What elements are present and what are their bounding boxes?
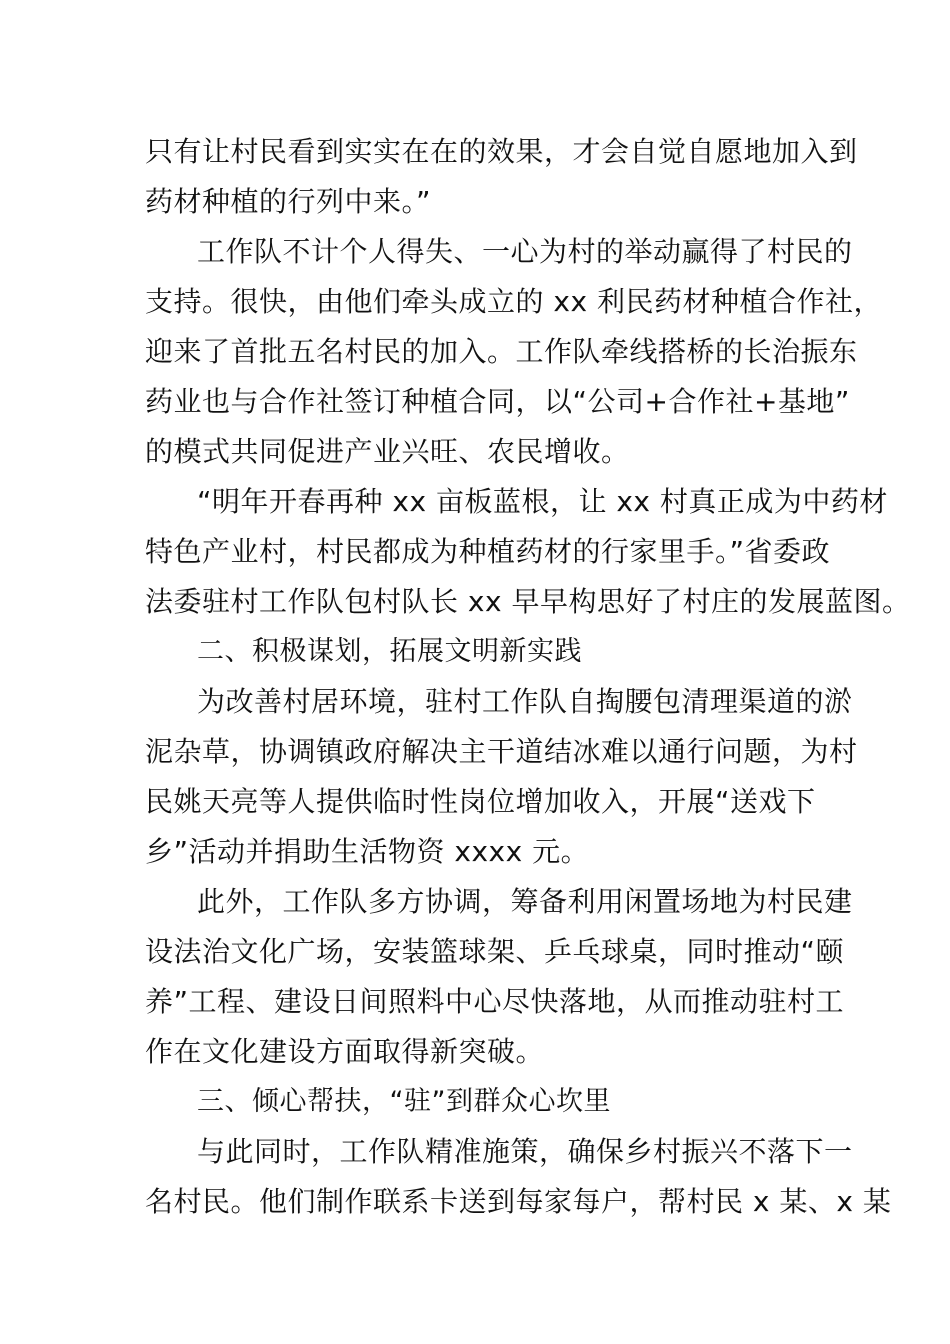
text-line: 乡”活动并捐助生活物资 xxxx 元。 bbox=[145, 835, 590, 868]
text-line: 民姚天亮等人提供临时性岗位增加收入，开展“送戏下 bbox=[145, 785, 816, 818]
section-heading: 二、积极谋划，拓展文明新实践 bbox=[197, 636, 582, 667]
text-line: 作在文化建设方面取得新突破。 bbox=[145, 1035, 545, 1068]
text-line: 特色产业村，村民都成为种植药材的行家里手。”省委政 bbox=[145, 535, 831, 568]
text-line: 药业也与合作社签订种植合同，以“公司+合作社+基地” bbox=[145, 385, 850, 418]
text-line: 设法治文化广场，安装篮球架、乒乓球桌，同时推动“颐 bbox=[145, 935, 845, 968]
text-line: 的模式共同促进产业兴旺、农民增收。 bbox=[145, 435, 630, 468]
text-line: 名村民。他们制作联系卡送到每家每户，帮村民 x 某、x 某 bbox=[145, 1185, 892, 1218]
paragraph-first-line: “明年开春再种 xx 亩板蓝根，让 xx 村真正成为中药材 bbox=[197, 485, 888, 518]
text-line: 养”工程、建设日间照料中心尽快落地，从而推动驻村工 bbox=[145, 985, 845, 1018]
paragraph-first-line: 为改善村居环境，驻村工作队自掏腰包清理渠道的淤 bbox=[197, 685, 853, 718]
text-line: 只有让村民看到实实在在的效果，才会自觉自愿地加入到 bbox=[145, 135, 858, 168]
paragraph-first-line: 此外，工作队多方协调，筹备利用闲置场地为村民建 bbox=[197, 885, 853, 918]
text-line: 法委驻村工作队包村队长 xx 早早构思好了村庄的发展蓝图。 bbox=[145, 585, 911, 618]
text-line: 支持。很快，由他们牵头成立的 xx 利民药材种植合作社， bbox=[145, 285, 882, 318]
section-heading: 三、倾心帮扶，“驻”到群众心坎里 bbox=[197, 1086, 611, 1117]
paragraph-first-line: 与此同时，工作队精准施策，确保乡村振兴不落下一 bbox=[197, 1135, 853, 1168]
text-line: 迎来了首批五名村民的加入。工作队牵线搭桥的长治振东 bbox=[145, 335, 858, 368]
text-line: 药材种植的行列中来。” bbox=[145, 185, 432, 218]
text-line: 泥杂草，协调镇政府解决主干道结冰难以通行问题，为村 bbox=[145, 735, 858, 768]
paragraph-first-line: 工作队不计个人得失、一心为村的举动赢得了村民的 bbox=[197, 235, 853, 268]
